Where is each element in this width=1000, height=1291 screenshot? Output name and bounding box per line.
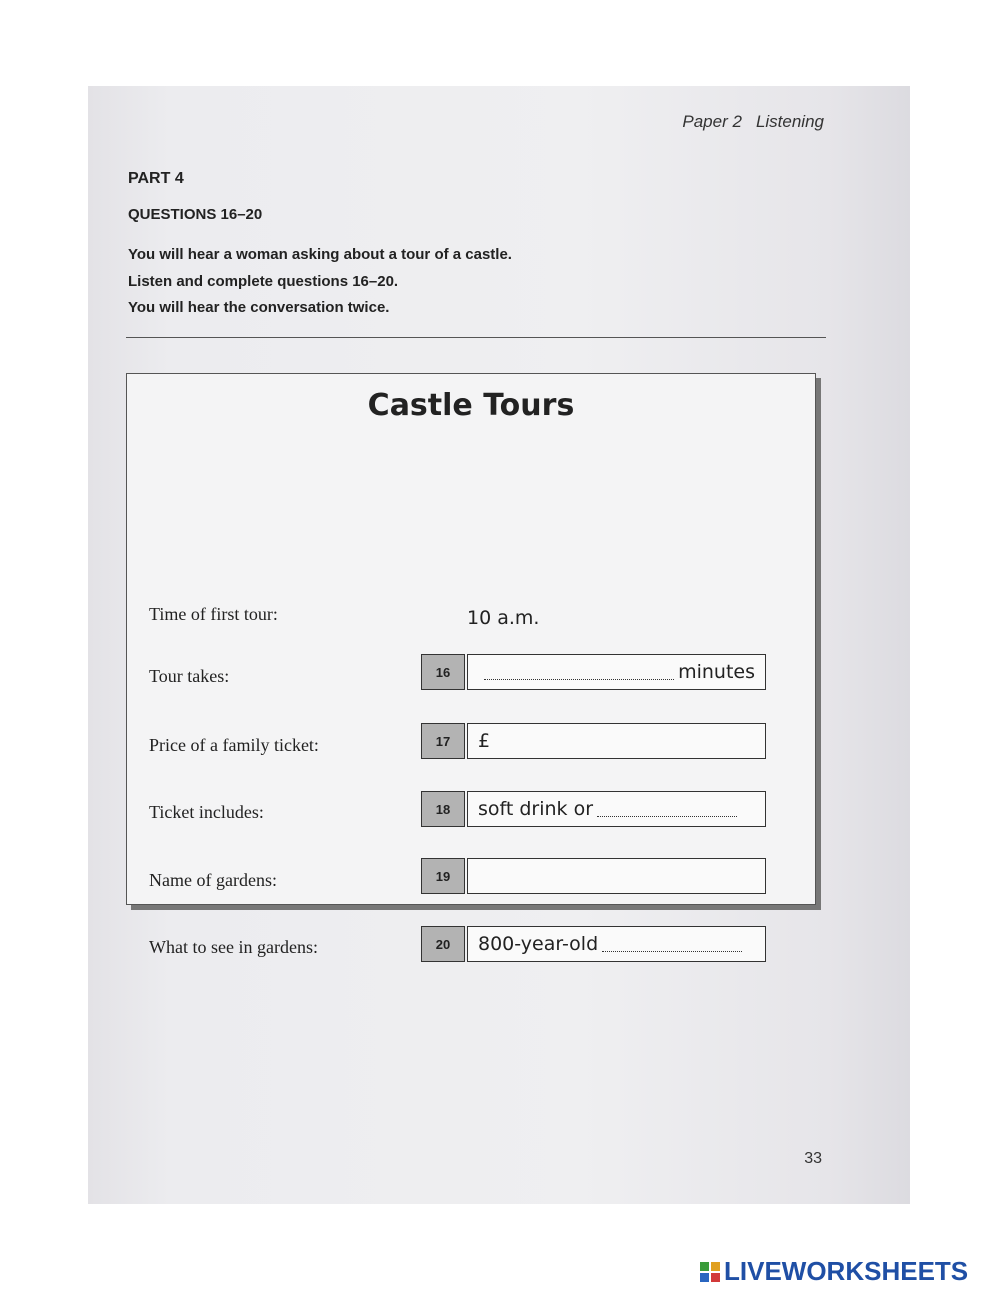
brand-watermark	[700, 1256, 968, 1287]
form-title: Castle Tours	[367, 388, 575, 423]
question-20-answer-box[interactable]	[467, 926, 766, 962]
brand-name: LIVEWORKSHEETS	[724, 1256, 969, 1286]
question-17-label: Price of a family ticket:	[149, 735, 319, 755]
instruction-line: Listen and complete questions 16–20.	[128, 273, 399, 290]
answer-blank[interactable]	[602, 937, 742, 952]
page-number: 33	[804, 1150, 822, 1167]
first-tour-answer: 10 a.m.	[467, 607, 540, 629]
section-label: Listening	[755, 112, 824, 131]
question-17-prefix: £	[478, 730, 491, 752]
liveworksheets-logo-icon	[700, 1262, 720, 1282]
worksheet-page	[88, 86, 910, 1204]
answer-blank[interactable]	[484, 665, 674, 680]
question-19-answer-box[interactable]	[467, 858, 766, 894]
question-16-label: Tour takes:	[149, 666, 230, 686]
question-18-number: 18	[421, 791, 465, 827]
question-17-answer-box[interactable]	[467, 723, 766, 759]
instruction-line: You will hear the conversation twice.	[128, 299, 390, 316]
question-19-number: 19	[421, 858, 465, 894]
castle-tours-form	[126, 373, 816, 957]
question-18-prefix: soft drink or	[478, 798, 594, 820]
question-20-label: What to see in gardens:	[149, 937, 318, 957]
question-17-number: 17	[421, 723, 465, 759]
first-tour-label: Time of first tour:	[149, 604, 278, 624]
question-18-label: Ticket includes:	[149, 802, 264, 822]
question-16-suffix: minutes	[678, 661, 755, 683]
question-19-label: Name of gardens:	[149, 870, 277, 890]
questions-heading: QUESTIONS 16–20	[128, 206, 263, 223]
running-head	[682, 112, 824, 132]
question-20-number: 20	[421, 926, 465, 962]
question-20-prefix: 800-year-old	[478, 933, 599, 955]
part-heading: PART 4	[128, 170, 184, 187]
paper-label: Paper 2	[682, 112, 742, 131]
divider	[126, 337, 826, 338]
answer-blank[interactable]	[597, 802, 737, 817]
question-16-answer-box[interactable]	[467, 654, 766, 690]
question-18-answer-box[interactable]	[467, 791, 766, 827]
instruction-line: You will hear a woman asking about a tour of a castle.	[128, 246, 512, 263]
question-16-number: 16	[421, 654, 465, 690]
